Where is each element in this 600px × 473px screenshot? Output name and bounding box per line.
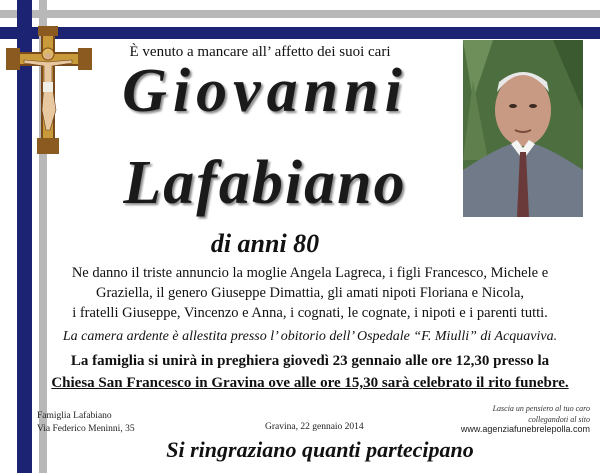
prayer-line-2: Chiesa San Francesco in Gravina ove alle ore 15,30 sarà celebrato il rito funebre. (51, 375, 569, 391)
memorial-note-line-2: collegandoti al sito (528, 415, 590, 424)
memorial-note-line-1: Lascia un pensiero al tuo caro (492, 404, 590, 413)
deceased-last-name: Lafabiano (123, 149, 407, 217)
family-address: Via Federico Meninni, 35 (37, 424, 135, 434)
crucifix-icon (4, 26, 94, 156)
thanks-text: Si ringraziano quanti partecipano (166, 437, 474, 462)
portrait-photo (463, 40, 583, 217)
deceased-age: di anni 80 (210, 229, 320, 258)
prayer-line-1: La famiglia si unirà in preghiera giovedì 23 gennaio alle ore 12,30 presso la (70, 353, 550, 369)
camera-ardente-note: La camera ardente è allestita presso l’ obitorio dell’ Ospedale “F. Miulli” di Acquaviva. (62, 329, 558, 344)
agency-website-link[interactable]: www.agenziafunebrelepolla.com (460, 424, 590, 434)
announcement-line: Graziella, il genero Giuseppe Dimattia, gli amati nipoti Floriana e Nicola, (95, 285, 525, 301)
announcement-line: Ne danno il triste annuncio la moglie Angela Lagreca, i figli Francesco, Michele e (71, 265, 549, 281)
announcement-paragraph (40, 263, 580, 323)
announcement-line: i fratelli Giuseppe, Vincenzo e Anna, i cognati, le cognate, i nipoti e i parenti tutti. (72, 305, 548, 321)
place-date: Gravina, 22 gennaio 2014 (265, 422, 364, 432)
memorial-note (493, 403, 590, 425)
top-grey-stripe (0, 10, 600, 18)
family-signature (37, 410, 135, 436)
intro-text: È venuto a mancare all’ affetto dei suoi cari (129, 44, 391, 60)
deceased-first-name: Giovanni (122, 57, 408, 125)
family-name: Famiglia Lafabiano (37, 411, 112, 421)
